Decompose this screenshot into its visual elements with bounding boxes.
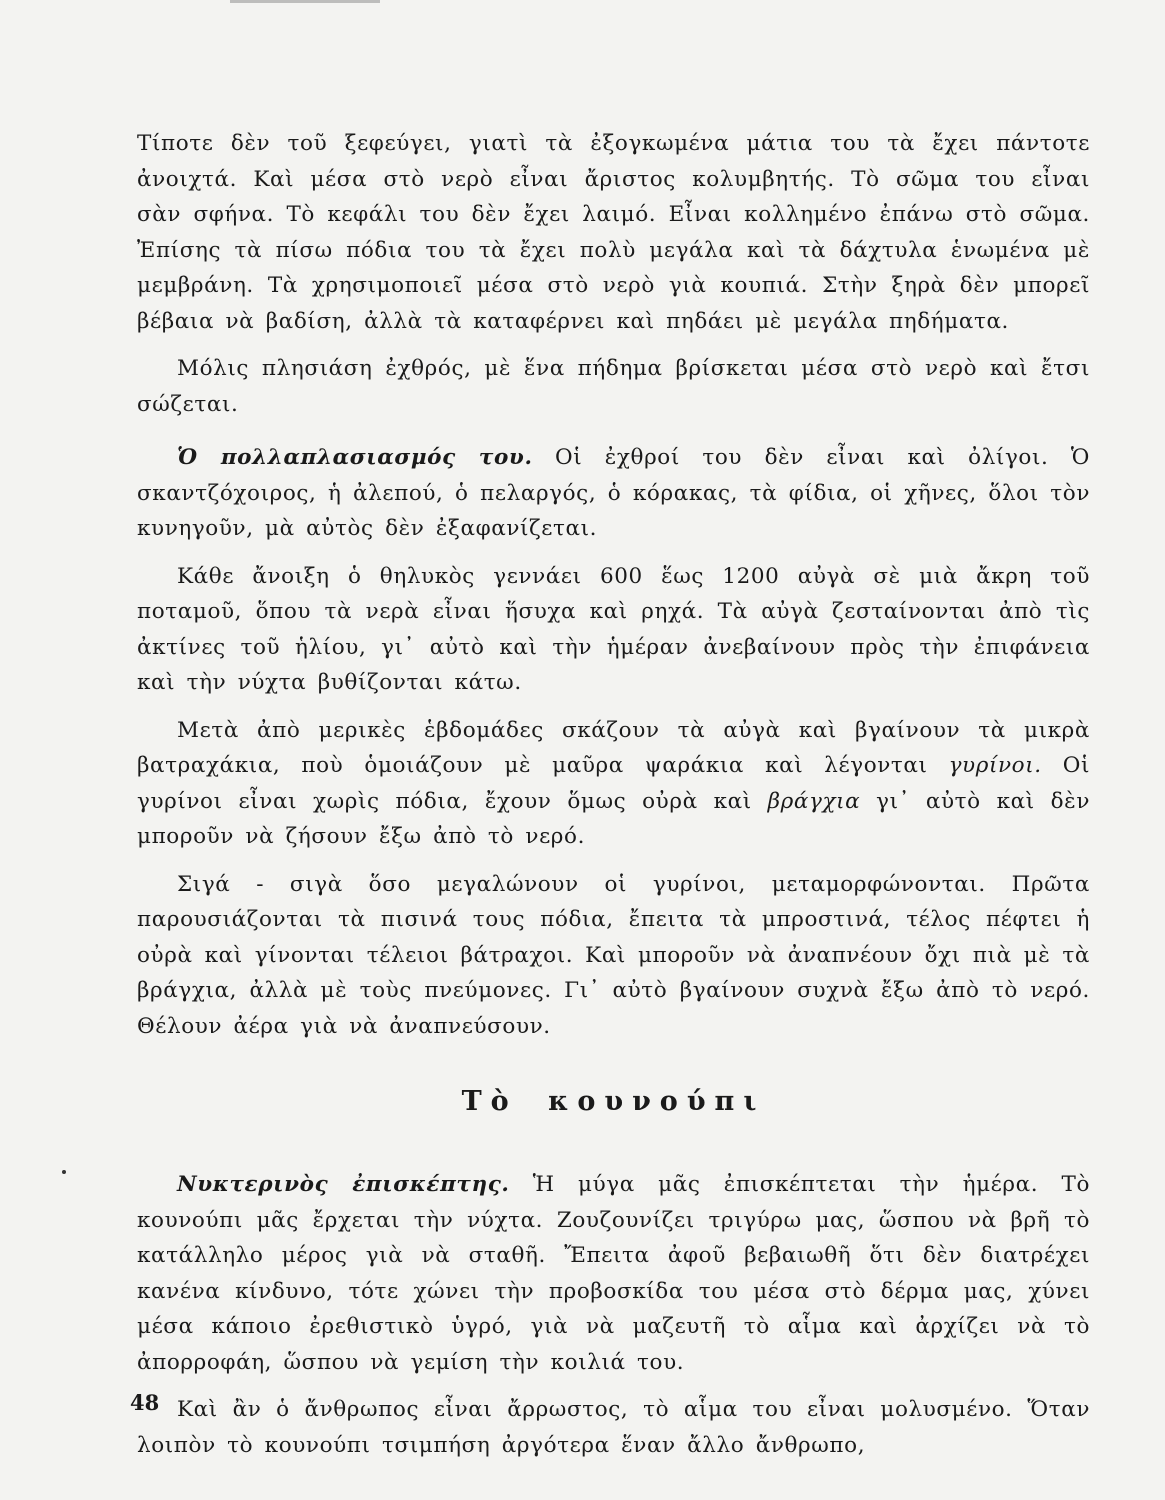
paragraph-text: Σιγά - σιγὰ ὅσο μεγαλώνουν οἱ γυρίνοι, μεταμορφώνονται. Πρῶτα παρουσιάζονται τὰ πισινά τους πόδια, ἔπειτα τὰ μπροστινά, τέλος πέφτει ἡ οὐρὰ καὶ γίνονται τέλειοι βάτραχοι. Καὶ μποροῦν νὰ ἀναπνέουν ὄχι πιὰ μὲ τὰ βράγχια, ἀλλὰ μὲ τοὺς πνεύμονες. Γι᾿ αὐτὸ βγαίνουν συχνὰ ἔξω ἀπὸ τὸ νερό. Θέλουν ἀέρα γιὰ νὰ ἀναπνεύσουν. (137, 871, 1090, 1039)
paragraph-text: Μόλις πλησιάση ἐχθρός, μὲ ἕνα πήδημα βρίσκεται μέσα στὸ νερὸ καὶ ἔτσι σώζεται. (137, 356, 1090, 417)
paragraph-text: Οἱ γυρίνοι εἶναι χωρὶς πόδια, ἔχουν ὅμως οὐρὰ καὶ (137, 753, 1090, 814)
paragraph (137, 440, 1090, 547)
scan-artifact (230, 0, 380, 3)
page-content (137, 126, 1090, 1475)
paragraph (137, 1392, 1090, 1463)
paragraph-text: Μετὰ ἀπὸ μερικὲς ἑβδομάδες σκάζουν τὰ αὐγὰ καὶ βγαίνουν τὰ μικρὰ βατραχάκια, ποὺ ὁμοιάζουν μὲ μαῦρα ψαράκια καὶ λέγονται (137, 717, 1090, 778)
italic-term: γυρίνοι. (948, 753, 1042, 778)
paragraph (137, 713, 1090, 855)
paragraph (137, 559, 1090, 701)
italic-term: βράγχια (767, 788, 861, 814)
paragraph (137, 351, 1090, 422)
subheading: Νυκτερινὸς ἐπισκέπτης. (177, 1172, 510, 1197)
paragraph-text: Ἡ μύγα μᾶς ἐπισκέπτεται τὴν ἡμέρα. Τὸ κουνούπι μᾶς ἔρχεται τὴν νύχτα. Ζουζουνίζει τριγύρω μας, ὥσπου νὰ βρῆ τὸ κατάλληλο μέρος γιὰ νὰ σταθῆ. Ἔπειτα ἀφοῦ βεβαιωθῆ ὅτι δὲν διατρέχει κανένα κίνδυνο, τότε χώνει τὴν προβοσκίδα του μέσα στὸ δέρμα μας, χύνει μέσα κάποιο ἐρεθιστικὸ ὑγρό, γιὰ νὰ μαζευτῆ τὸ αἷμα καὶ ἀρχίζει νὰ τὸ ἀπορροφάη, ὥσπου νὰ γεμίση τὴν κοιλιά του. (137, 1172, 1090, 1375)
paragraph-text: Τίποτε δὲν τοῦ ξεφεύγει, γιατὶ τὰ ἐξογκωμένα μάτια του τὰ ἔχει πάντοτε ἀνοιχτά. Καὶ μέσα στὸ νερὸ εἶναι ἄριστος κολυμβητής. Τὸ σῶμα του εἶναι σὰν σφήνα. Τὸ κεφάλι του δὲν ἔχει λαιμό. Εἶναι κολλημένο ἐπάνω στὸ σῶμα. Ἐπίσης τὰ πίσω πόδια του τὰ ἔχει πολὺ μεγάλα καὶ τὰ δάχτυλα ἑνωμένα μὲ μεμβράνη. Τὰ χρησιμοποιεῖ μέσα στὸ νερὸ γιὰ κουπιά. Στὴν ξηρὰ δὲν μπορεῖ βέβαια νὰ βαδίση, ἀλλὰ τὰ καταφέρνει καὶ πηδάει μὲ μεγάλα πηδήματα. (137, 131, 1090, 334)
paragraph (137, 867, 1090, 1045)
paragraph-text: γι᾿ αὐτὸ καὶ δὲν μποροῦν νὰ ζήσουν ἔξω ἀπὸ τὸ νερό. (137, 788, 1090, 849)
dust-speck (62, 1170, 66, 1174)
paragraph (137, 1167, 1090, 1380)
paragraph-text: Οἱ ἐχθροί του δὲν εἶναι καὶ ὀλίγοι. Ὁ σκαντζόχοιρος, ἡ ἀλεπού, ὁ πελαργός, ὁ κόρακας, τὰ φίδια, οἱ χῆνες, ὅλοι τὸν κυνηγοῦν, μὰ αὐτὸς δὲν ἐξαφανίζεται. (137, 445, 1090, 541)
subheading: Ὁ πολλαπλασιασμός του. (177, 445, 533, 470)
paragraph-text: Κάθε ἄνοιξη ὁ θηλυκὸς γεννάει 600 ἕως 1200 αὐγὰ σὲ μιὰ ἄκρη τοῦ ποταμοῦ, ὅπου τὰ νερὰ εἶναι ἥσυχα καὶ ρηχά. Τὰ αὐγὰ ζεσταίνονται ἀπὸ τὶς ἀκτίνες τοῦ ἡλίου, γι᾿ αὐτὸ καὶ τὴν ἡμέραν ἀνεβαίνουν πρὸς τὴν ἐπιφάνεια καὶ τὴν νύχτα βυθίζονται κάτω. (137, 563, 1090, 695)
paragraph (137, 126, 1090, 339)
paragraph-text: Καὶ ἂν ὁ ἄνθρωπος εἶναι ἄρρωστος, τὸ αἷμα του εἶναι μολυσμένο. Ὅταν λοιπὸν τὸ κουνούπι τσιμπήση ἀργότερα ἕναν ἄλλο ἄνθρωπο, (137, 1397, 1090, 1458)
page-number: 48 (130, 1390, 160, 1415)
section-title: Τὸ κουνούπι (461, 1086, 766, 1117)
